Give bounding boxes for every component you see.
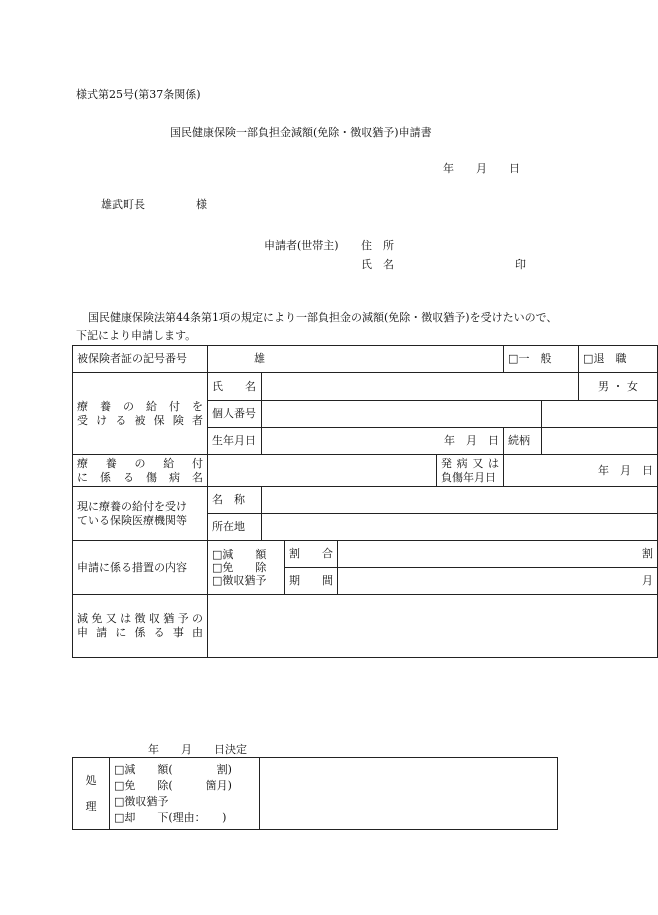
rate-field[interactable]: 割 <box>338 541 658 568</box>
gender-selector[interactable]: 男 ・ 女 <box>579 373 658 401</box>
relationship-field[interactable] <box>542 428 658 455</box>
recipient-label <box>73 373 208 455</box>
processing-label <box>73 758 110 830</box>
honorific: 様 <box>196 198 207 211</box>
period-label: 期 間 <box>285 568 338 595</box>
onset-label-line1: 発病又は <box>441 456 500 470</box>
illness-name-field[interactable] <box>208 455 437 487</box>
facility-label <box>73 487 208 541</box>
name-field[interactable] <box>262 373 579 401</box>
processing-notes-field[interactable] <box>260 758 558 830</box>
processing-deferral[interactable]: □徴収猶予 <box>114 794 169 808</box>
onset-label-line2: 負傷年月日 <box>441 470 496 484</box>
recipient-label-line1: 療養の給付を <box>77 399 203 413</box>
insured-number-prefix: 雄 <box>254 352 265 365</box>
insured-number-field[interactable] <box>208 346 504 373</box>
facility-name-field[interactable] <box>262 487 658 514</box>
processing-table <box>72 757 558 830</box>
onset-date-field[interactable]: 年 月 日 <box>504 455 658 487</box>
illness-label-line2: に係る傷病名 <box>77 470 203 484</box>
general-checkbox[interactable]: □一 般 <box>504 346 579 373</box>
personal-number-field[interactable] <box>262 401 542 428</box>
facility-label-line1: 現に療養の給付を受け <box>77 499 187 513</box>
applicant-label: 申請者(世帯主) <box>264 239 339 252</box>
birth-date-label: 生年月日 <box>208 428 262 455</box>
personal-number-label: 個人番号 <box>208 401 262 428</box>
reason-label <box>73 595 208 658</box>
birth-date-field[interactable]: 年 月 日 <box>262 428 504 455</box>
address-label: 住 所 <box>361 239 394 252</box>
reason-label-line2: 申請に係る事由 <box>77 626 203 639</box>
processing-reduction[interactable]: □減 額( 割) <box>114 762 232 776</box>
option-reduction[interactable]: □減 額 <box>212 548 267 561</box>
period-field[interactable]: 月 <box>338 568 658 595</box>
insured-number-label: 被保険者証の記号番号 <box>73 346 208 373</box>
retired-checkbox[interactable]: □退 職 <box>579 346 658 373</box>
personal-number-extra[interactable] <box>542 401 658 428</box>
form-title: 国民健康保険一部負担金減額(免除・徴収猶予)申請書 <box>170 126 432 139</box>
option-deferral[interactable]: □徴収猶予 <box>212 574 267 587</box>
processing-label-1: 処 <box>85 773 97 787</box>
measure-options <box>208 541 285 595</box>
facility-address-field[interactable] <box>262 514 658 541</box>
measure-label: 申請に係る措置の内容 <box>73 541 208 595</box>
seal-mark: 印 <box>515 258 526 271</box>
facility-name-label: 名 称 <box>208 487 262 514</box>
intro-paragraph: 国民健康保険法第44条第1項の規定により一部負担金の減額(免除・徴収猶予)を受けたいので、下記により申請します。 <box>76 311 558 342</box>
name-field-label: 氏 名 <box>208 373 262 401</box>
processing-exemption[interactable]: □免 除( 箇月) <box>114 778 232 792</box>
processing-label-2: 理 <box>85 799 97 813</box>
processing-options <box>110 758 260 830</box>
relationship-label: 続柄 <box>504 428 542 455</box>
processing-rejection[interactable]: □却 下(理由： ) <box>114 810 227 824</box>
addressee: 雄武町長 <box>101 198 145 211</box>
rate-label: 割 合 <box>285 541 338 568</box>
name-label: 氏 名 <box>361 258 394 271</box>
application-table <box>72 345 658 658</box>
facility-label-line2: ている保険医療機関等 <box>77 513 187 527</box>
recipient-label-line2: 受ける被保険者 <box>77 413 203 427</box>
illness-label-line1: 療養の給付 <box>77 456 203 470</box>
reason-field[interactable] <box>208 595 658 658</box>
onset-date-label <box>437 455 504 487</box>
reason-label-line1: 減免又は徴収猶予の <box>77 612 203 625</box>
decision-date: 年 月 日決定 <box>148 743 247 756</box>
illness-label <box>73 455 208 487</box>
option-exemption[interactable]: □免 除 <box>212 561 267 574</box>
facility-address-label: 所在地 <box>208 514 262 541</box>
form-number: 様式第25号(第37条関係) <box>76 88 201 101</box>
application-date: 年 月 日 <box>443 162 520 175</box>
